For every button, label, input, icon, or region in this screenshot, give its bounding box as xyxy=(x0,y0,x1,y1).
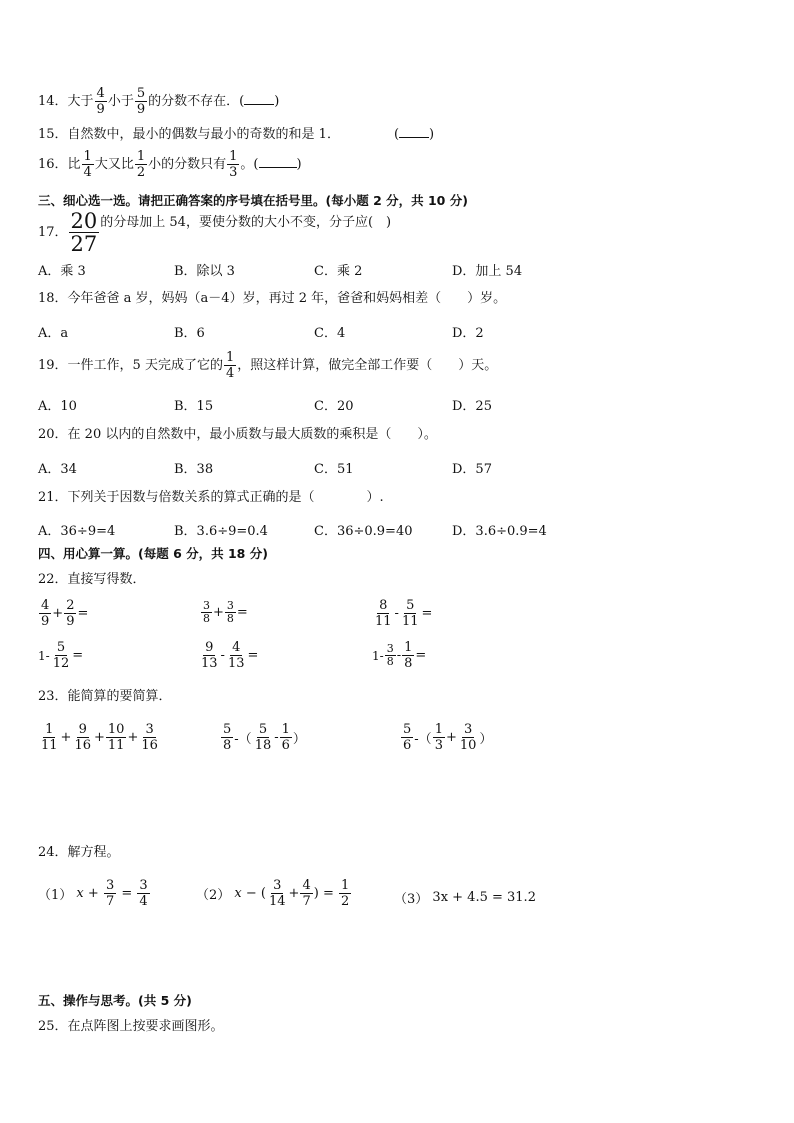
question-18: 18．今年爸爸 a 岁，妈妈（a－4）岁，再过 2 年，爸爸和妈妈相差（ ）岁。 xyxy=(38,291,507,306)
q14-text: 14．大于 xyxy=(38,94,94,109)
q16-text: 16．比 xyxy=(38,157,81,172)
q17-post-text: 的分母加上 54，要使分数的大小不变，分子应( ) xyxy=(100,215,392,230)
question-25: 25．在点阵图上按要求画图形。 xyxy=(38,1019,224,1034)
q21-option-c[interactable]: C．36÷0.9=40 xyxy=(314,524,413,539)
denominator: 3 xyxy=(229,165,238,180)
q17-option-d[interactable]: D．加上 54 xyxy=(452,264,523,279)
question-17 xyxy=(38,210,391,255)
numerator: 1 xyxy=(136,149,146,164)
q17-option-a[interactable]: A．乘 3 xyxy=(38,264,86,279)
denominator: 4 xyxy=(225,366,235,381)
q21-option-d[interactable]: D．3.6÷0.9=4 xyxy=(452,524,547,539)
q18-option-d[interactable]: D．2 xyxy=(452,326,484,341)
expression: 9 13 - 4 13 = xyxy=(201,640,259,671)
expression: 1 11 + 9 16 + 10 11 + 3 16 xyxy=(41,722,158,753)
q19-option-b[interactable]: B．15 xyxy=(174,399,214,414)
q16-post2-text: 。( xyxy=(240,157,259,172)
equation-label: （3） xyxy=(394,892,429,907)
q20-option-c[interactable]: C．51 xyxy=(314,462,354,477)
question-14 xyxy=(38,86,279,117)
denominator: 2 xyxy=(136,165,146,180)
q15-open: ( xyxy=(393,127,400,142)
q18-option-c[interactable]: C．4 xyxy=(314,326,346,341)
expression: 4 9 + 2 9 = xyxy=(41,598,89,629)
question-21: 21．下列关于因数与倍数关系的算式正确的是（ ）. xyxy=(38,490,384,505)
numerator: 1 xyxy=(229,149,238,164)
denominator: 27 xyxy=(70,232,98,256)
numerator: 20 xyxy=(70,209,98,233)
numerator: 5 xyxy=(136,86,146,101)
q16-mid-text: 大又比 xyxy=(94,157,134,172)
section-3-heading: 三、细心选一选。请把正确答案的序号填在括号里。(每小题 2 分，共 10 分) xyxy=(38,193,468,208)
q17-option-c[interactable]: C．乘 2 xyxy=(314,264,363,279)
fraction xyxy=(95,86,107,117)
equation-3 xyxy=(394,888,536,907)
question-20: 20．在 20 以内的自然数中，最小质数与最大质数的乘积是（ ）。 xyxy=(38,427,437,442)
numerator: 1 xyxy=(83,149,92,164)
fraction xyxy=(135,149,147,180)
answer-blank[interactable] xyxy=(399,125,429,138)
q20-option-a[interactable]: A．34 xyxy=(38,462,77,477)
q19-post-text: ，照这样计算，做完全部工作要（ ）天。 xyxy=(237,358,498,373)
q17-text: 17． xyxy=(38,225,68,240)
q17-option-b[interactable]: B．除以 3 xyxy=(174,264,235,279)
equation-label: （2） xyxy=(196,888,231,903)
expression: 8 11 - 5 11 = xyxy=(375,598,433,629)
question-19 xyxy=(38,350,497,381)
q14-close: ) xyxy=(274,94,280,109)
q20-option-b[interactable]: B．38 xyxy=(174,462,214,477)
q19-option-a[interactable]: A．10 xyxy=(38,399,77,414)
question-23: 23．能简算的要简算． xyxy=(38,689,172,704)
fraction xyxy=(227,149,239,180)
section-4-heading: 四、用心算一算。(每题 6 分，共 18 分) xyxy=(38,546,268,561)
question-24: 24．解方程。 xyxy=(38,845,120,860)
q16-close: ) xyxy=(296,157,302,172)
q14-post-text: 的分数不存在．( xyxy=(148,94,245,109)
answer-blank[interactable] xyxy=(244,92,274,105)
q14-mid-text: 小于 xyxy=(107,94,134,109)
numerator: 4 xyxy=(96,86,105,101)
fraction xyxy=(82,149,94,180)
expression: 5 8 -（ 5 18 - 1 6 ） xyxy=(223,722,306,753)
denominator: 9 xyxy=(96,102,105,117)
equation-1: （1） x + 3 7 = 3 4 xyxy=(38,878,148,909)
question-15 xyxy=(38,125,434,144)
q16-post-text: 小的分数只有 xyxy=(148,157,227,172)
expression: 1- 3 8 - 1 8 = xyxy=(372,640,427,671)
q18-option-b[interactable]: B．6 xyxy=(174,326,205,341)
fraction xyxy=(135,86,147,117)
q15-close: ) xyxy=(429,127,435,142)
fraction xyxy=(69,210,100,255)
denominator: 9 xyxy=(136,102,146,117)
q19-option-d[interactable]: D．25 xyxy=(452,399,492,414)
q19-option-c[interactable]: C．20 xyxy=(314,399,354,414)
q18-option-a[interactable]: A．a xyxy=(38,326,69,341)
question-22: 22．直接写得数． xyxy=(38,572,146,587)
q15-text: 15．自然数中，最小的偶数与最小的奇数的和是 1． xyxy=(38,127,340,142)
q21-option-b[interactable]: B．3.6÷9=0.4 xyxy=(174,524,268,539)
equation-2: （2） x − ( 3 14 + 4 7 ) = 1 2 xyxy=(196,878,350,909)
expression: 1- 5 12 = xyxy=(38,640,84,671)
q20-option-d[interactable]: D．57 xyxy=(452,462,492,477)
q21-option-a[interactable]: A．36÷9=4 xyxy=(38,524,116,539)
q19-text: 19．一件工作，5 天完成了它的 xyxy=(38,358,223,373)
expression: 5 6 -（ 1 3 + 3 10 ） xyxy=(403,722,493,753)
expression: 3 8 + 3 8 = xyxy=(203,599,248,625)
numerator: 1 xyxy=(225,350,235,365)
equation-text: 3x + 4.5 = 31.2 xyxy=(432,890,536,905)
section-5-heading: 五、操作与思考。(共 5 分) xyxy=(38,993,192,1008)
denominator: 4 xyxy=(83,165,92,180)
equation-label: （1） xyxy=(38,888,73,903)
fraction xyxy=(224,350,236,381)
answer-blank[interactable] xyxy=(259,155,297,168)
question-16 xyxy=(38,149,302,180)
